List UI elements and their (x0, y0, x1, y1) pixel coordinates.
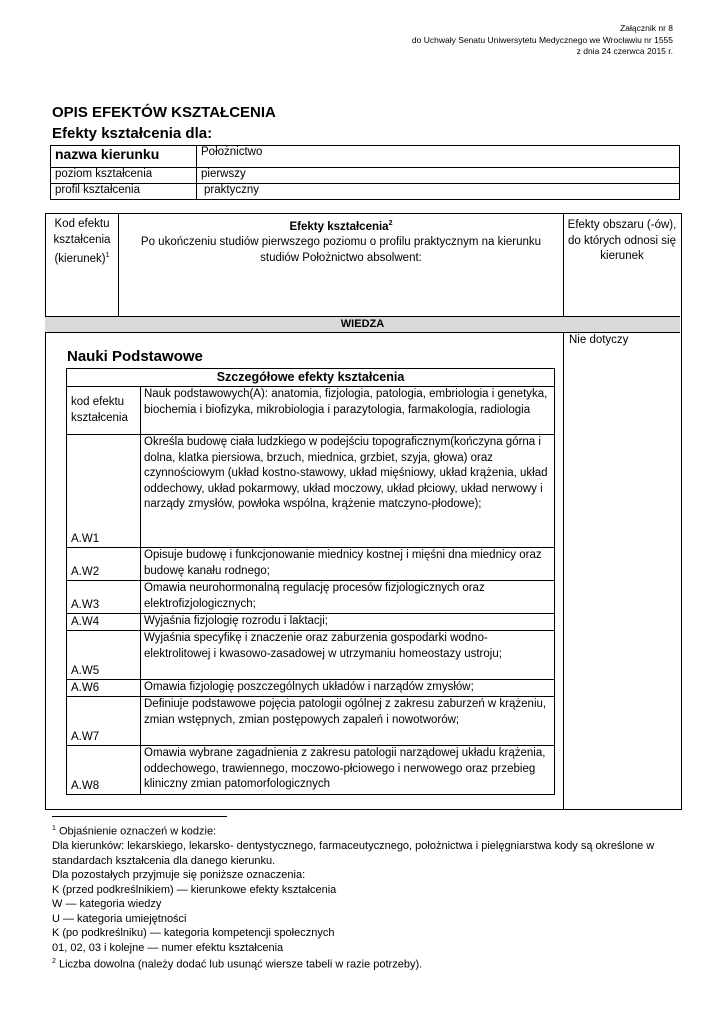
table-row (67, 680, 555, 697)
outcome-description: Definiuje podstawowe pojęcia patologii ogólnej z zakresu zaburzeń w krążeniu, zmian wstępnych, zmian postępowych zapaleń i nowotworów; (141, 697, 555, 746)
footnote-separator (52, 816, 227, 817)
area-value: Nie dotyczy (569, 334, 629, 346)
column-divider (563, 213, 564, 809)
kierunek-value: Położnictwo (197, 146, 680, 168)
page-subtitle: Efekty kształcenia dla: (52, 125, 213, 142)
poziom-value: pierwszy (197, 168, 680, 184)
col-area-header: Efekty obszaru (-ów), do których odnosi się kierunek (567, 219, 677, 262)
resolution-reference: do Uchwały Senatu Uniwersytetu Medycznego we Wrocławiu nr 1555 (411, 34, 673, 45)
inner-desc-header: Nauk podstawowych(A): anatomia, fizjologia, patologia, embriologia i genetyka, biochemia i biofizyka, mikrobiologia i parazytologia, farmakologia, radiologia (141, 387, 555, 435)
footnote-2: $^2$ Liczba dowolna (należy dodać lub usunąć wiersze tabeli w razie potrzeby). (52, 958, 423, 971)
outcome-code: A.W8 (67, 746, 141, 795)
footnote-1: $^1$ Objaśnienie oznaczeń w kodzie: Dla kierunków: lekarskiego, lekarsko- dentystycznego, farmaceutycznego, położnictwa i pielęgniarstwa kody są określone w standardach kształcenia dla danego kierunku. Dla pozostałych przyjmuje się poniższe oznaczenia: K (przed podkreślnikiem) — kierunkowe efekty kształcenia W — kategoria wiedzy U — kategoria umiejętności K (po podkreślniku) — kategoria kompetencji społecznych 01, 02, 03 i kolejne — numer efektu kształcenia $^2$ Liczba dowolna (należy dodać lub usunąć wiersze tabeli w razie potrzeby). (52, 822, 672, 972)
column-divider (118, 213, 119, 316)
outcome-description: Omawia neurohormonalną regulację procesów fizjologicznych oraz elektrofizjologicznych; (141, 581, 555, 614)
resolution-date: z dnia 24 czerwca 2015 r. (576, 46, 673, 56)
outcome-description: Wyjaśnia fizjologię rozrodu i laktacji; (141, 614, 555, 631)
section-wiedza: WIEDZA (45, 316, 680, 333)
outcome-description: Opisuje budowę i funkcjonowanie miednicy kostnej i mięśni dna miednicy oraz budowę kanału rodnego; (141, 548, 555, 581)
attachment-note (412, 23, 673, 58)
table-row (67, 746, 555, 795)
group-title: Nauki Podstawowe (67, 348, 203, 365)
table-row (67, 697, 555, 746)
outcome-code: A.W5 (67, 631, 141, 680)
outcome-code: A.W6 (67, 680, 141, 697)
outcome-description: Wyjaśnia specyfikę i znaczenie oraz zaburzenia gospodarki wodno-elektrolitowej i kwasowo-zasadowej w utrzymaniu homeostazy ustroju; (141, 631, 555, 680)
inner-code-header: kod efektu kształcenia (67, 387, 141, 435)
outcome-code: A.W3 (67, 581, 141, 614)
outcome-description: Omawia fizjologię poszczególnych układów i narządów zmysłów; (141, 680, 555, 697)
outcome-code: A.W7 (67, 697, 141, 746)
col-code-header: Kod efektu kształcenia (kierunek)$^1$ (53, 218, 111, 265)
profil-value: praktyczny (197, 184, 680, 200)
attachment-number: Załącznik nr 8 (620, 23, 673, 33)
outcome-description: Określa budowę ciała ludzkiego w podejściu topograficznym(kończyna górna i dolna, klatka piersiowa, brzuch, miednica, grzbiet, szyja, głowa) oraz czynnościowym (układ kostno-stawowy, układ mięśniowy, układ krążenia, układ oddechowy, układ pokarmowy, układ moczowy, układ płciowy, układ nerwowy i narządy zmysłów, powłoka wspólna, krążenie matczyno-płodowe); (141, 435, 555, 548)
table-row (67, 548, 555, 581)
poziom-label: poziom kształcenia (51, 168, 197, 184)
table-row (67, 614, 555, 631)
detailed-outcomes-table (66, 368, 555, 795)
table-row (67, 581, 555, 614)
outcome-code: A.W2 (67, 548, 141, 581)
col-outcomes-header: Efekty kształcenia$^2$ Po ukończeniu studiów pierwszego poziomu o profilu praktycznym na kierunku studiów Położnictwo absolwent: (140, 220, 542, 264)
page-title: OPIS EFEKTÓW KSZTAŁCENIA (52, 104, 276, 121)
outcome-code: A.W4 (67, 614, 141, 631)
inner-table-header: Szczegółowe efekty kształcenia (67, 369, 555, 387)
table-row (67, 435, 555, 548)
outcome-code: A.W1 (67, 435, 141, 548)
program-info-table (50, 145, 680, 200)
profil-label: profil kształcenia (51, 184, 197, 200)
outcome-description: Omawia wybrane zagadnienia z zakresu patologii narządowej układu krążenia, oddechowego, trawiennego, moczowo-płciowego i nerwowego oraz przebieg kliniczny zmian patomorfologicznych (141, 746, 555, 795)
table-row (67, 631, 555, 680)
kierunek-label: nazwa kierunku (51, 146, 197, 168)
col-outcomes-header-text: Po ukończeniu studiów pierwszego poziomu o profilu praktycznym na kierunku studiów Położnictwo absolwent: (140, 236, 542, 264)
